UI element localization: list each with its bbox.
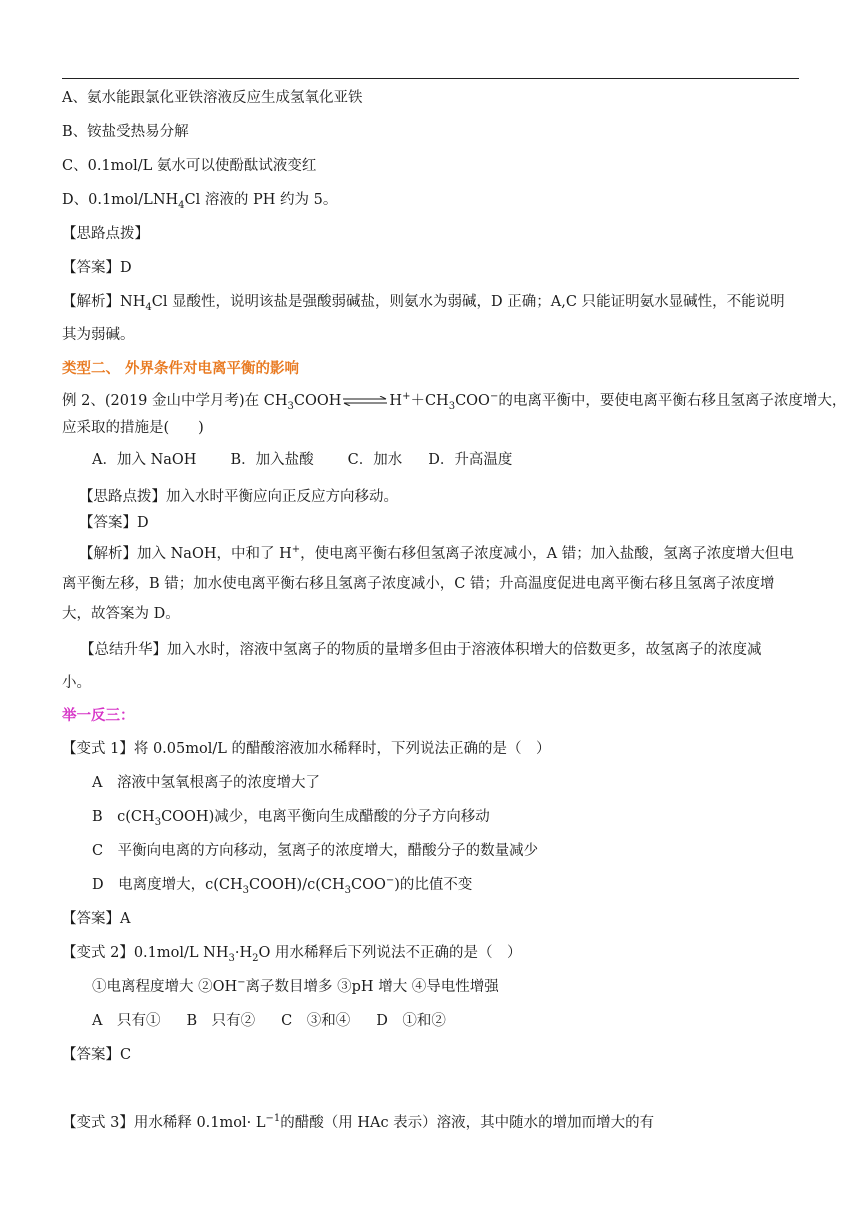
q1-option-c: C、0.1mol/L 氨水可以使酚酞试液变红 <box>62 158 317 174</box>
example2-option-a: A．加入 NaOH <box>92 452 197 468</box>
q1-analysis-line2: 其为弱碱。 <box>62 327 135 343</box>
example2-question-line1: 例 2、(2019 金山中学月考)在 $CH_3COOH$ $H^++CH_3COO^-$的电离平衡中，要使电离平衡右移且氢离子浓度增大， <box>62 391 847 412</box>
example2-analysis-line1: 【解析】加入 NaOH，中和了 H+，使电离平衡右移但氢离子浓度减小，A 错；加入盐酸，氢离子浓度增大但电 <box>79 544 794 562</box>
q1-option-b: B、铵盐受热易分解 <box>62 124 189 140</box>
q1-answer: 【答案】D <box>62 260 132 276</box>
variant2-option-b: B 只有② <box>186 1013 256 1029</box>
variant2-option-d: D ①和② <box>376 1013 446 1029</box>
variant2-option-c: C ③和④ <box>281 1013 351 1029</box>
practice-heading: 举一反三： <box>62 707 135 724</box>
example2-option-b: B．加入盐酸 <box>230 452 314 468</box>
variant1-option-b: B $c(CH_3COOH)$减少，电离平衡向生成醋酸的分子方向移动 <box>92 809 490 828</box>
variant1-answer: 【答案】A <box>62 911 131 927</box>
example2-options <box>92 450 512 470</box>
example2-question-line2: 应采取的措施是( ) <box>62 420 204 436</box>
example2-summary-line2: 小。 <box>62 675 91 691</box>
variant2-question: 【变式 2】0.1mol/L $NH_3\cdot H_2O$ 用水稀释后下列说法不正确的是（ ） <box>62 945 522 964</box>
header-rule <box>62 78 799 79</box>
variant1-option-d: D 电离度增大，$c(CH_3COOH)/c(CH_3COO^-)$的比值不变 <box>92 875 473 896</box>
variant2-options <box>92 1011 446 1031</box>
variant1-option-c: C 平衡向电离的方向移动，氢离子的浓度增大，醋酸分子的数量减少 <box>92 843 539 859</box>
example2-option-c: C．加水 <box>347 452 403 468</box>
example2-option-d: D．升高温度 <box>428 452 513 468</box>
variant3-question: 【变式 3】用水稀释 $0.1mol\cdot L^{-1}$的醋酸（用 HAc 表示）溶液，其中随水的增加而增大的有 <box>62 1113 655 1131</box>
variant2-option-a: A 只有① <box>92 1013 161 1029</box>
variant1-option-a: A 溶液中氢氧根离子的浓度增大了 <box>92 775 320 791</box>
q1-analysis-line1: 【解析】$NH_4Cl$ 显酸性，说明该盐是强酸弱碱盐，则氨水为弱碱，D 正确；A,C 只能证明氨水显碱性，不能说明 <box>62 294 785 313</box>
q1-option-d: D、$0.1mol/LNH_4Cl$ 溶液的 PH 约为 5。 <box>62 192 338 211</box>
example2-analysis-line3: 大，故答案为 D。 <box>62 606 180 622</box>
equilibrium-arrow-icon <box>342 396 388 406</box>
example2-answer: 【答案】D <box>79 515 149 531</box>
q1-hint-label: 【思路点拨】 <box>62 226 149 242</box>
example2-analysis-line2: 离平衡左移，B 错；加水使电离平衡右移且氢离子浓度减小，C 错；升高温度促进电离平衡右移且氢离子浓度增 <box>62 576 775 592</box>
example2-summary-line1: 【总结升华】加入水时，溶液中氢离子的物质的量增多但由于溶液体积增大的倍数更多，故氢离子的浓度减 <box>80 642 762 658</box>
variant1-question: 【变式 1】将 0.05mol/L 的醋酸溶液加水稀释时，下列说法正确的是（ ） <box>62 741 551 757</box>
variant2-answer: 【答案】C <box>62 1047 132 1063</box>
section-heading: 类型二、 外界条件对电离平衡的影响 <box>62 360 300 377</box>
q1-option-a: A、氨水能跟氯化亚铁溶液反应生成氢氧化亚铁 <box>62 90 363 106</box>
example2-hint: 【思路点拨】加入水时平衡应向正反应方向移动。 <box>79 489 398 505</box>
variant2-statements: ①电离程度增大 ②OH−离子数目增多 ③pH 增大 ④导电性增强 <box>92 977 499 995</box>
